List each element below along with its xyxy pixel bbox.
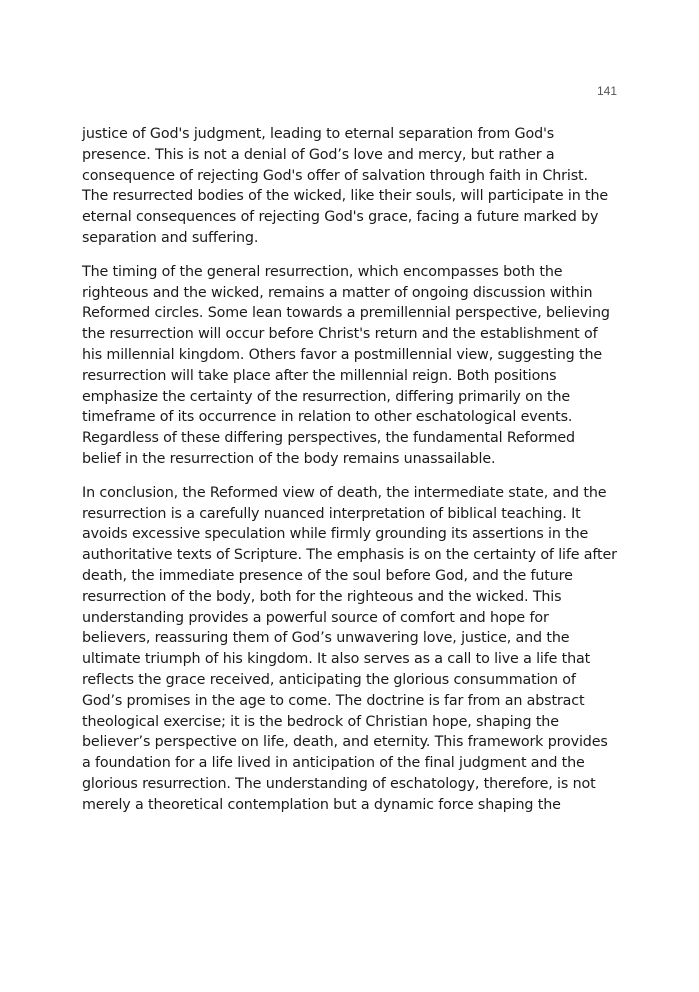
- paragraph-1: justice of God's judgment, leading to eternal separation from God's presence. This is not a denial of God’s love and mercy, but rather a consequence of rejecting God's offer of salvation through faith in Christ. The resurrected bodies of the wicked, like their souls, will participate in the eternal consequences of rejecting God's grace, facing a future marked by separation and suffering.: [82, 126, 609, 246]
- page-number: 141: [596, 84, 617, 98]
- paragraph-3: In conclusion, the Reformed view of death, the intermediate state, and the resurrection is a carefully nuanced interpretation of biblical teaching. It avoids excessive speculation while firmly grounding its assertions in the authoritative texts of Scripture. The emphasis is on the certainty of life after death, the immediate presence of the soul before God, and the future resurrection of the body, both for the righteous and the wicked. This understanding provides a powerful source of comfort and hope for believers, reassuring them of God’s unwavering love, justice, and the ultimate triumph of his kingdom. It also serves as a call to live a life that reflects the grace received, anticipating the glorious consummation of God’s promises in the age to come. The doctrine is far from an abstract theological exercise; it is the bedrock of Christian hope, shaping the believer’s perspective on life, death, and eternity. This framework provides a foundation for a life lived in anticipation of the final judgment and the glorious resurrection. The understanding of eschatology, therefore, is not merely a theoretical contemplation but a dynamic force shaping the: [82, 484, 617, 813]
- paragraph-2: The timing of the general resurrection, which encompasses both the righteous and the wicked, remains a matter of ongoing discussion within Reformed circles. Some lean towards a premillennial perspective, believing the resurrection will occur before Christ's return and the establishment of his millennial kingdom. Others favor a postmillennial view, suggesting the resurrection will take place after the millennial reign. Both positions emphasize the certainty of the resurrection, differing primarily on the timeframe of its occurrence in relation to other eschatological events. Regardless of these differing perspectives, the fundamental Reformed belief in the resurrection of the body remains unassailable.: [82, 263, 610, 467]
- page-body: [82, 124, 618, 829]
